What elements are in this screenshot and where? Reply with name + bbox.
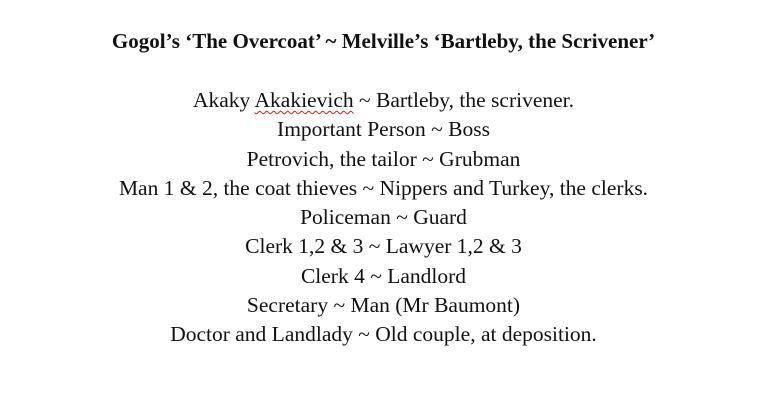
first-line-rest: ~ Bartleby, the scrivener.	[353, 88, 575, 112]
mapping-line	[0, 86, 767, 115]
first-word: Akaky	[192, 88, 251, 112]
mapping-line: Petrovich, the tailor ~ Grubman	[246, 146, 521, 171]
mapping-line: Clerk 1,2 & 3 ~ Lawyer 1,2 & 3	[245, 234, 522, 259]
mapping-line: Secretary ~ Man (Mr Baumont)	[246, 293, 521, 318]
mapping-line: Important Person ~ Boss	[277, 117, 490, 142]
mapping-line: Policeman ~ Guard	[300, 205, 467, 230]
document-title: Gogol’s ‘The Overcoat’ ~ Melville’s ‘Bartleby, the Scrivener’	[111, 29, 656, 53]
mapping-line: Doctor and Landlady ~ Old couple, at deposition.	[170, 322, 597, 347]
mapping-line: Man 1 & 2, the coat thieves ~ Nippers and Turkey, the clerks.	[118, 175, 649, 200]
misspelled-word: Akakievich	[254, 88, 354, 112]
character-mapping-list	[0, 86, 767, 350]
mapping-line: Clerk 4 ~ Landlord	[300, 263, 467, 288]
